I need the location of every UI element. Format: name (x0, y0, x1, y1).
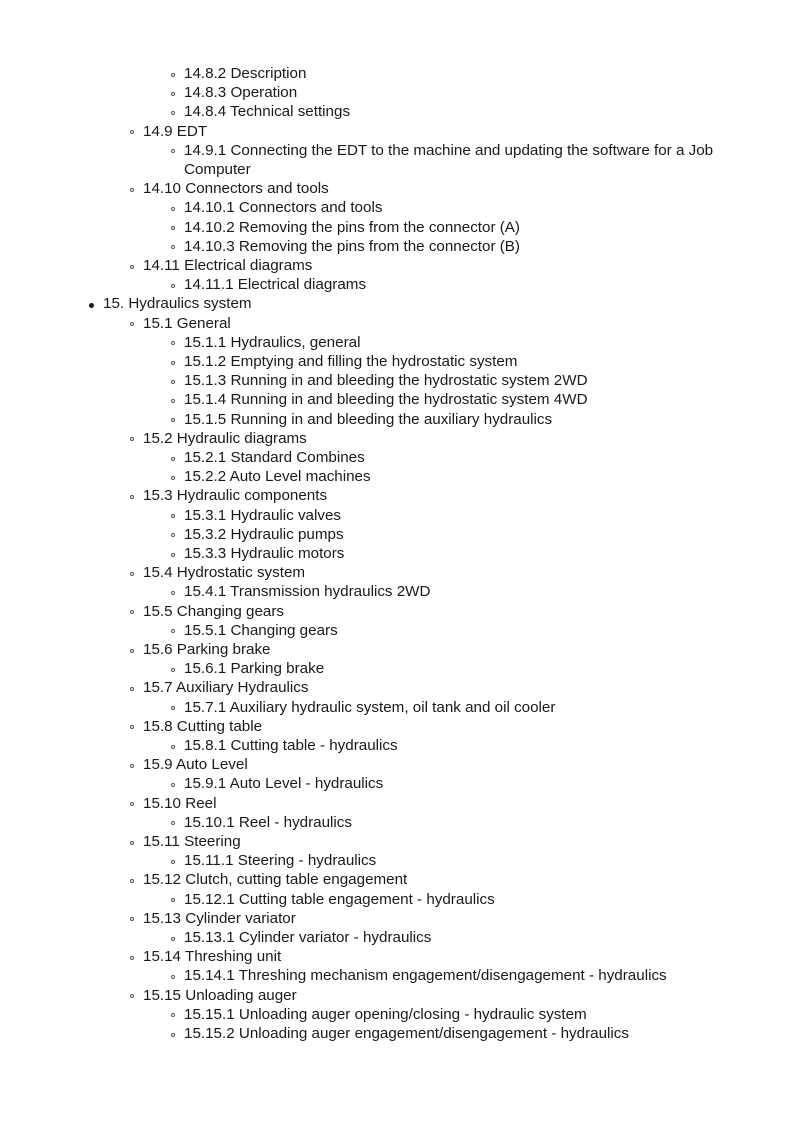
hollow-bullet-icon (130, 495, 134, 499)
toc-item-label: 15.1.3 Running in and bleeding the hydrostatic system 2WD (184, 372, 588, 390)
hollow-bullet-icon (130, 994, 134, 998)
hollow-bullet-icon (171, 533, 175, 537)
hollow-bullet-icon (171, 73, 175, 77)
hollow-bullet-icon (130, 610, 134, 614)
toc-item-label: 15.11.1 Steering - hydraulics (184, 852, 377, 870)
hollow-bullet-icon (171, 553, 175, 557)
toc-item-label: 14.10.2 Removing the pins from the connector (A) (184, 218, 520, 236)
hollow-bullet-icon (130, 572, 134, 576)
toc-item-label: 15.15.1 Unloading auger opening/closing - hydraulic system (184, 1005, 587, 1023)
toc-item-label: 15.9.1 Auto Level - hydraulics (184, 775, 384, 793)
hollow-bullet-icon (130, 322, 134, 326)
toc-item-label: 15.11 Steering (143, 833, 241, 850)
toc-item-label: 14.10.1 Connectors and tools (184, 199, 383, 217)
toc-item-label: 14.9.1 Connecting the EDT to the machine and updating the software for a Job Computer (184, 141, 714, 178)
hollow-bullet-icon (130, 879, 134, 883)
toc-item-label: 15.3 Hydraulic components (143, 487, 328, 505)
hollow-bullet-icon (171, 418, 175, 422)
toc-item-label: 14.9 EDT (143, 122, 208, 140)
hollow-bullet-icon (130, 687, 134, 691)
toc-item-label: 14.10.3 Removing the pins from the connector (B) (184, 237, 520, 255)
toc-item-label: 14.8.4 Technical settings (184, 103, 351, 121)
toc-item-label: 15.12.1 Cutting table engagement - hydraulics (184, 890, 495, 908)
toc-item-label: 15.5.1 Changing gears (184, 621, 338, 639)
hollow-bullet-icon (171, 1033, 175, 1037)
hollow-bullet-icon (171, 591, 175, 595)
toc-item-label: 14.11 Electrical diagrams (143, 257, 313, 274)
hollow-bullet-icon (171, 284, 175, 288)
toc-item-label: 14.11.1 Electrical diagrams (184, 276, 367, 294)
filled-bullet-icon (89, 303, 94, 308)
hollow-bullet-icon (130, 265, 134, 269)
toc-item-label: 15.7.1 Auxiliary hydraulic system, oil tank and oil cooler (184, 698, 556, 716)
hollow-bullet-icon (130, 188, 134, 192)
hollow-bullet-icon (171, 226, 175, 230)
toc-item-label: 15.5 Changing gears (143, 602, 285, 620)
toc-item-label: 15.10 Reel (143, 794, 217, 812)
hollow-bullet-icon (130, 649, 134, 653)
hollow-bullet-icon (171, 860, 175, 864)
hollow-bullet-icon (171, 111, 175, 115)
hollow-bullet-icon (171, 476, 175, 480)
toc-item-label: 15.3.2 Hydraulic pumps (184, 525, 344, 543)
hollow-bullet-icon (171, 629, 175, 633)
toc-item-label: 15.1.1 Hydraulics, general (184, 333, 361, 351)
toc-item-label: 15.9 Auto Level (143, 756, 248, 774)
toc-item-label: 15.14 Threshing unit (143, 948, 282, 966)
hollow-bullet-icon (171, 245, 175, 249)
toc-item-label: 14.10 Connectors and tools (143, 180, 329, 198)
toc-item-label: 14.8.2 Description (184, 65, 307, 82)
toc-item-label: 15.1.2 Emptying and filling the hydrostatic system (184, 353, 518, 370)
toc-item-label: 15.10.1 Reel - hydraulics (184, 813, 352, 831)
toc-item-label: 15.15.2 Unloading auger engagement/disengagement - hydraulics (184, 1025, 629, 1042)
toc-item-label: 15.6.1 Parking brake (184, 660, 325, 678)
toc-item-label: 15.1.5 Running in and bleeding the auxiliary hydraulics (184, 410, 553, 428)
hollow-bullet-icon (171, 341, 175, 345)
hollow-bullet-icon (171, 975, 175, 979)
toc-item-label: 15.1.4 Running in and bleeding the hydrostatic system 4WD (184, 391, 588, 409)
hollow-bullet-icon (171, 361, 175, 365)
hollow-bullet-icon (171, 783, 175, 787)
toc-item-label: 14.8.3 Operation (184, 84, 298, 102)
hollow-bullet-icon (171, 399, 175, 403)
toc-item-label: 15.13 Cylinder variator (143, 909, 296, 927)
hollow-bullet-icon (130, 437, 134, 441)
toc-item-label: 15.14.1 Threshing mechanism engagement/disengagement - hydraulics (184, 967, 667, 985)
hollow-bullet-icon (130, 802, 134, 806)
hollow-bullet-icon (130, 764, 134, 768)
toc-item-label: 15.13.1 Cylinder variator - hydraulics (184, 929, 432, 946)
toc-item-label: 15.3.1 Hydraulic valves (184, 506, 342, 524)
toc-item-label: 15.4 Hydrostatic system (143, 564, 306, 582)
hollow-bullet-icon (171, 898, 175, 902)
hollow-bullet-icon (130, 841, 134, 845)
hollow-bullet-icon (171, 1013, 175, 1017)
hollow-bullet-icon (130, 130, 134, 134)
hollow-bullet-icon (171, 457, 175, 461)
toc-item-label: 15. Hydraulics system (103, 295, 252, 313)
toc-item-label: 15.15 Unloading auger (143, 986, 297, 1004)
toc-item-label: 15.8.1 Cutting table - hydraulics (184, 737, 398, 754)
toc-item-label: 15.8 Cutting table (143, 717, 263, 735)
hollow-bullet-icon (130, 725, 134, 729)
toc-item-label: 15.2.2 Auto Level machines (184, 468, 371, 486)
hollow-bullet-icon (171, 380, 175, 384)
hollow-bullet-icon (171, 149, 175, 153)
hollow-bullet-icon (130, 956, 134, 960)
hollow-bullet-icon (130, 917, 134, 921)
toc-item-label: 15.7 Auxiliary Hydraulics (143, 679, 309, 697)
hollow-bullet-icon (171, 92, 175, 96)
toc-item-label: 15.3.3 Hydraulic motors (184, 545, 345, 562)
toc-item-label: 15.1 General (143, 314, 231, 332)
toc-item-label: 15.2.1 Standard Combines (184, 449, 365, 466)
toc-item-label: 15.6 Parking brake (143, 641, 271, 658)
hollow-bullet-icon (171, 207, 175, 211)
hollow-bullet-icon (171, 514, 175, 518)
hollow-bullet-icon (171, 937, 175, 941)
hollow-bullet-icon (171, 745, 175, 749)
hollow-bullet-icon (171, 821, 175, 825)
toc-item-label: 15.12 Clutch, cutting table engagement (143, 871, 408, 889)
hollow-bullet-icon (171, 668, 175, 672)
hollow-bullet-icon (171, 706, 175, 710)
toc-item-label: 15.2 Hydraulic diagrams (143, 429, 307, 447)
toc-item-label: 15.4.1 Transmission hydraulics 2WD (184, 583, 431, 601)
